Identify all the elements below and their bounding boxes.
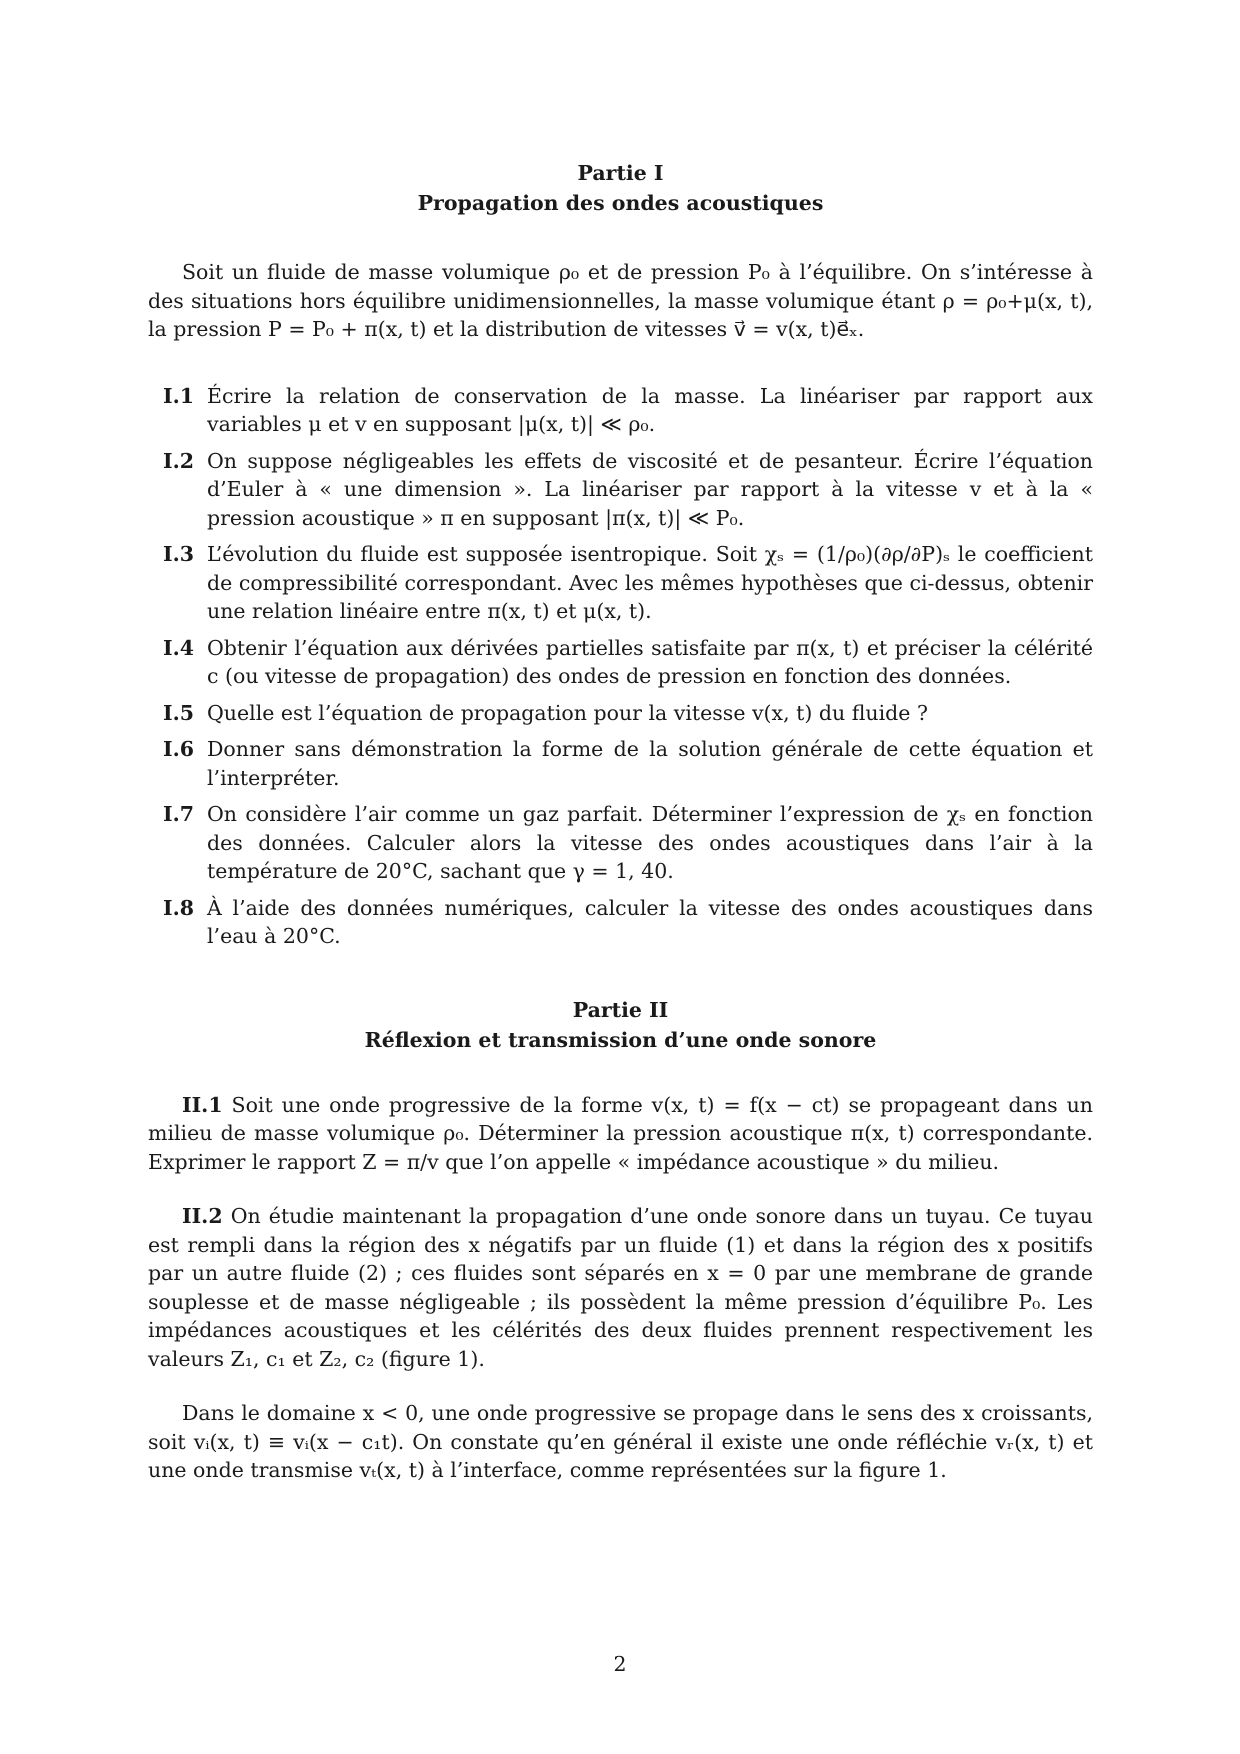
question-text: À l’aide des données numériques, calculer la vitesse des ondes acoustiques dans l’eau à 20°C.: [207, 895, 1093, 948]
question-i6: [163, 735, 1093, 792]
question-number: I.2: [163, 448, 194, 473]
question-number: I.3: [163, 542, 194, 566]
part1-subtitle: Propagation des ondes acoustiques: [417, 191, 824, 215]
question-number: I.7: [163, 802, 194, 826]
question-i4: [163, 634, 1093, 691]
question-number: I.1: [163, 383, 194, 408]
question-i8: [163, 894, 1093, 951]
question-text: Obtenir l’équation aux dérivées partielles satisfaite par π(x, t) et préciser la célérité c (ou vitesse de propagation) des ondes de pression en fonction des données.: [207, 635, 1093, 688]
part2-paragraph: Dans le domaine x < 0, une onde progressive se propage dans le sens des x croissants, soit vᵢ(x, t) ≡ vᵢ(x − c₁t). On constate qu’en général il existe une onde réfléchie vᵣ(x, t) et une onde transmise vₜ(x, t) à l’interface, comme représentées sur la figure 1.: [148, 1401, 1093, 1482]
question-text: Soit une onde progressive de la forme v(x, t) = f(x − ct) se propageant dans un milieu de masse volumique ρ₀. Déterminer la pression acoustique π(x, t) correspondante. Exprimer le rapport Z = π/v que l’on appelle « impédance acoustique » du milieu.: [148, 1092, 1093, 1174]
question-text: On suppose négligeables les effets de viscosité et de pesanteur. Écrire l’équation d’Euler à « une dimension ». La linéariser par rapport à la vitesse v et à la « pression acoustique » π en supposant |π(x, t)| ≪ P₀.: [207, 448, 1093, 530]
question-i5: [163, 699, 1093, 728]
question-number: II.2: [182, 1204, 223, 1228]
question-number: I.4: [163, 635, 194, 660]
question-text: Écrire la relation de conservation de la masse. La linéariser par rapport aux variables μ et v en supposant |μ(x, t)| ≪ ρ₀.: [207, 383, 1093, 436]
question-number: I.8: [163, 895, 194, 920]
question-ii1: [148, 1091, 1093, 1177]
question-text: On étudie maintenant la propagation d’une onde sonore dans un tuyau. Ce tuyau est rempli dans la région des x négatifs par un fluide (1) et dans la région des x positifs par un autre fluide (2) ; ces fluides sont séparés en x = 0 par une membrane de grande souplesse et de masse négligeable ; ils possèdent la même pression d’équilibre P₀. Les impédances acoustiques et les célérités des deux fluides prennent respectivement les valeurs Z₁, c₁ et Z₂, c₂ (figure 1).: [148, 1204, 1093, 1371]
question-text: Donner sans démonstration la forme de la solution générale de cette équation et l’interpréter.: [207, 737, 1093, 790]
part1-intro: Soit un fluide de masse volumique ρ₀ et de pression P₀ à l’équilibre. On s’intéresse à des situations hors équilibre unidimensionnelles, la masse volumique étant ρ = ρ₀+μ(x, t), la pression P = P₀ + π(x, t) et la distribution de vitesses v⃗ = v(x, t)e⃗ₓ.: [148, 260, 1093, 341]
question-i2: [163, 447, 1093, 533]
page-number: 2: [613, 1652, 627, 1676]
page-content: [148, 158, 1093, 1485]
part1-title: Partie I: [577, 161, 664, 185]
question-number: I.6: [163, 737, 194, 761]
question-text: Quelle est l’équation de propagation pour la vitesse v(x, t) du fluide ?: [207, 700, 928, 725]
question-i3: [163, 540, 1093, 626]
question-text: On considère l’air comme un gaz parfait. Déterminer l’expression de χₛ en fonction des données. Calculer alors la vitesse des ondes acoustiques dans l’air à la température de 20°C, sachant que γ = 1, 40.: [207, 802, 1093, 883]
question-ii2: [148, 1202, 1093, 1373]
part1-question-list: [148, 382, 1093, 951]
part2-title: Partie II: [572, 997, 669, 1022]
question-i1: [163, 382, 1093, 439]
question-number: I.5: [163, 700, 194, 725]
question-number: II.1: [182, 1092, 223, 1117]
part2-subtitle: Réflexion et transmission d’une onde sonore: [364, 1027, 877, 1052]
question-text: L’évolution du fluide est supposée isentropique. Soit χₛ = (1/ρ₀)(∂ρ/∂P)ₛ le coefficient de compressibilité correspondant. Avec les mêmes hypothèses que ci-dessus, obtenir une relation linéaire entre π(x, t) et μ(x, t).: [207, 542, 1093, 623]
question-i7: [163, 800, 1093, 886]
